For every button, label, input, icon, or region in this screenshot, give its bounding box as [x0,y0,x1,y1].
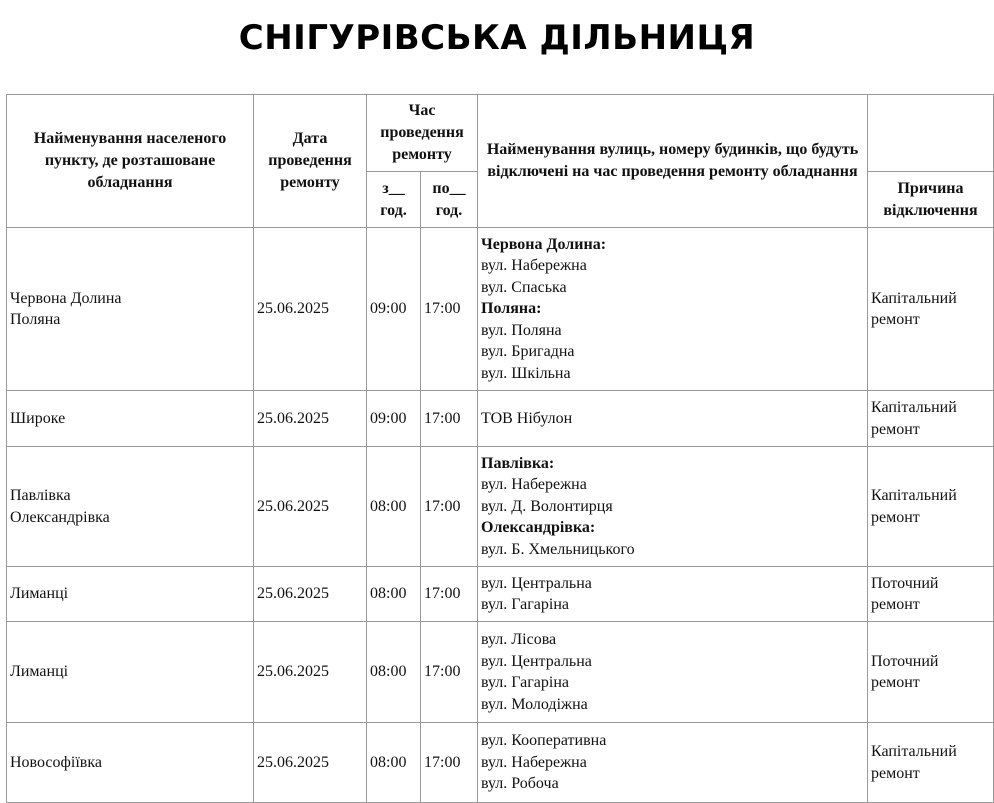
table-row [7,228,994,391]
settlement-cell-line: Червона Долина [10,289,122,307]
reason-cell-line: ремонт [871,596,920,613]
street-name: вул. Поляна [481,321,562,339]
reason-cell-line: ремонт [871,764,920,782]
header-date: Дата проведення ремонту [254,95,367,228]
date-cell: 25.06.2025 [254,447,367,567]
street-name: вул. Молодіжна [481,695,588,713]
streets-cell [478,622,868,723]
settlement-cell [7,567,254,622]
time-from-cell: 08:00 [367,723,421,803]
reason-cell [868,567,994,622]
table-row [7,391,994,447]
time-from-cell: 08:00 [367,567,421,622]
table-row [7,567,994,622]
header-reason: Причина відключення [868,172,994,228]
locality-label: Павлівка: [481,454,555,472]
header-blank [868,95,994,172]
header-settlement: Найменування населеного пункту, де розташоване обладнання [7,95,254,228]
street-name: вул. Д. Волонтирця [481,497,613,515]
locality-label: Олександрівка: [481,519,596,537]
settlement-cell-line: Широке [10,409,66,427]
header-time-to: по__ год. [421,172,478,228]
time-from-cell: 08:00 [367,447,421,567]
street-name: вул. Набережна [481,257,587,275]
street-name: вул. Робоча [481,775,559,793]
settlement-cell-line: Новософіївка [10,753,102,771]
street-name: вул. Б. Хмельницького [481,540,635,558]
reason-cell-line: ремонт [871,508,920,526]
settlement-cell-line: Лиманці [10,585,69,603]
street-name: вул. Центральна [481,574,592,592]
street-name: вул. Шкільна [481,364,571,382]
header-time: Час проведення ремонту [367,95,478,172]
street-name: вул. Центральна [481,652,592,670]
streets-cell [478,723,868,803]
reason-cell-line: ремонт [871,420,920,438]
header-time-from: з__ год. [367,172,421,228]
settlement-cell [7,228,254,391]
time-to-cell: 17:00 [421,567,478,622]
time-to-cell: 17:00 [421,447,478,567]
time-to-cell: 17:00 [421,622,478,723]
settlement-cell-line: Поляна [10,311,61,328]
street-name: вул. Набережна [481,753,587,771]
date-cell: 25.06.2025 [254,391,367,447]
settlement-cell [7,723,254,803]
time-from-cell: 09:00 [367,391,421,447]
street-name: вул. Гагаріна [481,674,570,691]
settlement-cell [7,622,254,723]
reason-cell [868,622,994,723]
table-row [7,723,994,803]
reason-cell-line: Капітальний [871,289,957,307]
time-from-cell: 08:00 [367,622,421,723]
locality-label: Червона Долина: [481,235,607,253]
reason-cell-line: Поточний [871,652,939,670]
date-cell: 25.06.2025 [254,723,367,803]
street-name: вул. Спаська [481,278,567,296]
street-name: вул. Гагаріна [481,596,570,613]
reason-cell-line: Капітальний [871,399,957,416]
table-row [7,447,994,567]
date-cell: 25.06.2025 [254,622,367,723]
locality-label: Поляна: [481,300,542,318]
settlement-cell-line: Павлівка [10,487,71,504]
outage-schedule-table [6,94,994,803]
reason-cell [868,447,994,567]
time-to-cell: 17:00 [421,391,478,447]
table-body [7,228,994,803]
settlement-cell [7,391,254,447]
table-row [7,622,994,723]
time-to-cell: 17:00 [421,723,478,803]
reason-cell-line: Капітальний [871,487,957,504]
settlement-cell [7,447,254,567]
date-cell: 25.06.2025 [254,567,367,622]
streets-cell [478,228,868,391]
reason-cell [868,723,994,803]
time-to-cell: 17:00 [421,228,478,391]
street-name: вул. Бригадна [481,343,575,361]
reason-cell-line: Поточний [871,574,939,592]
streets-cell [478,567,868,622]
street-name: ТОВ Нібулон [481,409,573,427]
streets-cell [478,391,868,447]
time-from-cell: 09:00 [367,228,421,391]
street-name: вул. Набережна [481,476,587,494]
street-name: вул. Лісова [481,631,557,648]
reason-cell-line: ремонт [871,311,920,328]
reason-cell [868,228,994,391]
page-title: СНІГУРІВСЬКА ДІЛЬНИЦЯ [238,18,756,58]
street-name: вул. Кооперативна [481,732,607,750]
header-streets: Найменування вулиць, номеру будинків, що будуть відключені на час проведення ремонту обладнання [478,95,868,228]
reason-cell [868,391,994,447]
settlement-cell-line: Олександрівка [10,508,110,526]
settlement-cell-line: Лиманці [10,663,69,681]
date-cell: 25.06.2025 [254,228,367,391]
reason-cell-line: Капітальний [871,743,957,760]
streets-cell [478,447,868,567]
reason-cell-line: ремонт [871,674,920,691]
